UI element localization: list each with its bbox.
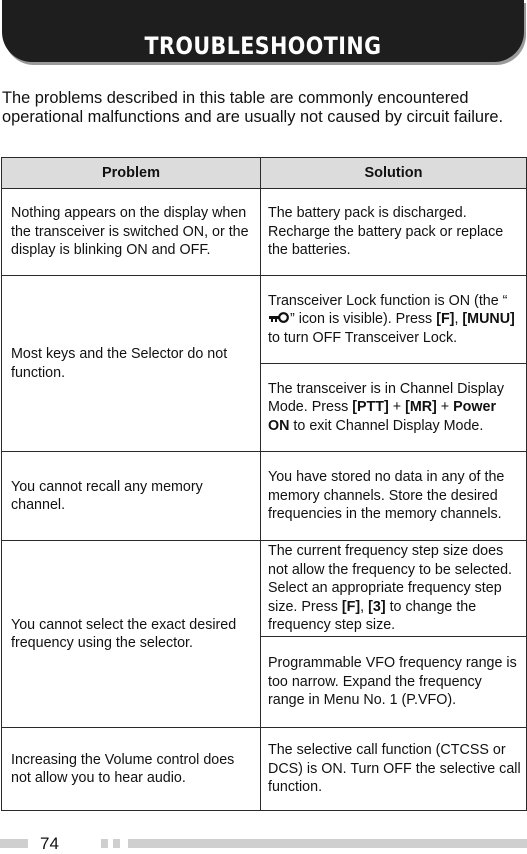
- solution-cell: The battery pack is discharged. Recharge the battery pack or replace the batteries.: [261, 189, 527, 276]
- footer-bar: [128, 839, 527, 848]
- problem-cell: Most keys and the Selector do not function.: [2, 276, 261, 452]
- column-header-solution: Solution: [261, 158, 527, 189]
- table-header-row: [2, 158, 527, 189]
- solution-cell: The selective call function (CTCSS or DCS) is ON. Turn OFF the selective call function.: [261, 728, 527, 811]
- table-row: [2, 452, 527, 541]
- column-header-problem: Problem: [2, 158, 261, 189]
- section-header: [2, 0, 524, 62]
- solution-cell: You have stored no data in any of the memory channels. Store the desired frequencies in the memory channels.: [261, 452, 527, 541]
- problem-cell: You cannot recall any memory channel.: [2, 452, 261, 541]
- problem-cell: You cannot select the exact desired frequency using the selector.: [2, 541, 261, 728]
- solution-cell: Transceiver Lock function is ON (the “” icon is visible). Press [F], [MUNU] to turn OFF Transceiver Lock.: [261, 276, 527, 364]
- problem-cell: Nothing appears on the display when the transceiver is switched ON, or the display is blinking ON and OFF.: [2, 189, 261, 276]
- table-row: [2, 276, 527, 364]
- key-icon: [268, 311, 290, 323]
- page-footer: [0, 834, 527, 853]
- intro-paragraph: The problems described in this table are commonly encountered operational malfunctions and are usually not caused by circuit failure.: [2, 89, 504, 126]
- table-row: [2, 728, 527, 811]
- table-row: [2, 541, 527, 637]
- solution-cell: The transceiver is in Channel Display Mode. Press [PTT] + [MR] + Power ON to exit Channel Display Mode.: [261, 364, 527, 452]
- page-number: 74: [40, 834, 59, 853]
- problem-cell: Increasing the Volume control does not allow you to hear audio.: [2, 728, 261, 811]
- page-title: TROUBLESHOOTING: [144, 32, 382, 60]
- troubleshooting-table: [1, 157, 527, 811]
- footer-bar: [0, 839, 28, 848]
- footer-bar: [113, 839, 120, 848]
- table-row: [2, 189, 527, 276]
- footer-bar: [101, 839, 108, 848]
- solution-cell: Programmable VFO frequency range is too narrow. Expand the frequency range in Menu No. 1 (P.VFO).: [261, 637, 527, 728]
- solution-cell: The current frequency step size does not allow the frequency to be selected. Select an appropriate frequency step size. Press [F], [3] to change the frequency step size.: [261, 541, 527, 637]
